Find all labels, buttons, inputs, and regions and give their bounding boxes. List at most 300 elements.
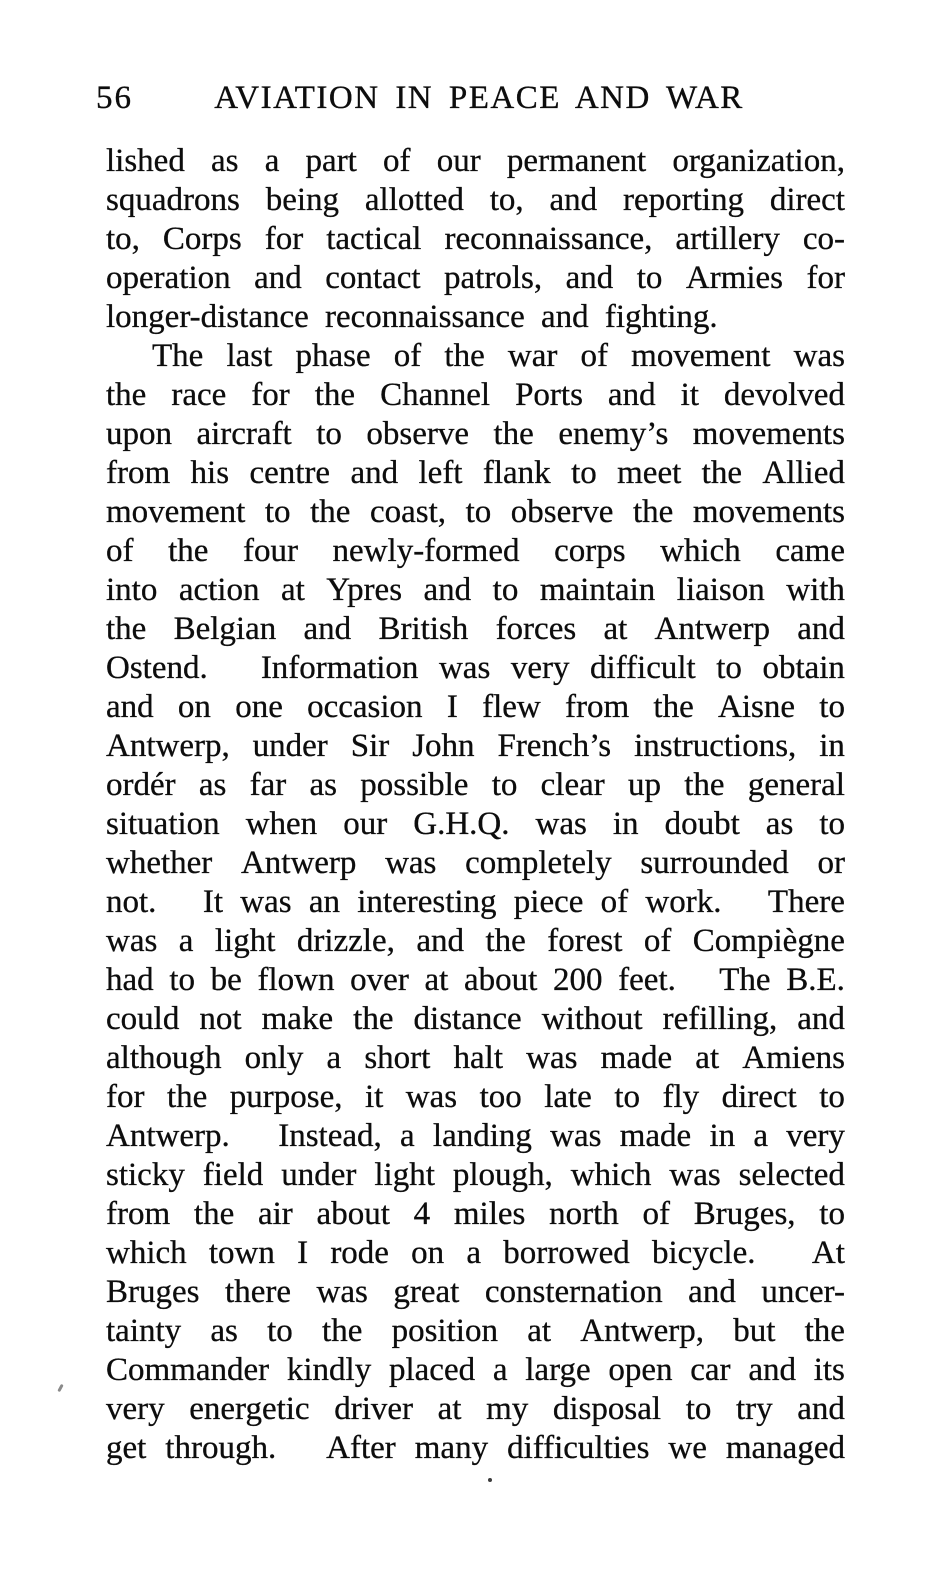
word: There (767, 884, 845, 920)
word: to (571, 455, 597, 491)
text-line (106, 1312, 845, 1351)
word: bicycle. (651, 1235, 756, 1271)
word: and (607, 377, 656, 413)
word: the (310, 494, 351, 530)
text-line (106, 766, 845, 805)
word: work. (645, 884, 722, 920)
text-line (106, 415, 845, 454)
word: forces (495, 611, 577, 647)
word: sticky (106, 1157, 185, 1193)
word: the (322, 1313, 363, 1349)
word: came (775, 533, 845, 569)
word: was (240, 884, 292, 920)
sentence-gap (778, 1234, 790, 1273)
word: managed (725, 1430, 845, 1466)
word: for (264, 221, 304, 257)
word: which (570, 1157, 652, 1193)
word: was (106, 923, 158, 959)
word: over (350, 962, 409, 998)
word: Information (260, 650, 419, 686)
word: Compiègne (692, 923, 845, 959)
word: up (627, 767, 661, 803)
word: very (786, 1118, 845, 1154)
word: plough, (452, 1157, 553, 1193)
text-line (106, 1273, 845, 1312)
word: on (177, 689, 211, 725)
word: whether (106, 845, 213, 881)
text-line (106, 1351, 845, 1390)
word: to, (106, 221, 140, 257)
word: placed (388, 1352, 476, 1388)
word: light (374, 1157, 435, 1193)
word: completely (465, 845, 612, 881)
word: which (106, 1235, 187, 1271)
word: to (492, 572, 519, 608)
word: not. (106, 884, 157, 920)
word: car (690, 1352, 731, 1388)
word: liaison (676, 572, 765, 608)
word: the (485, 923, 526, 959)
word: try (735, 1391, 773, 1427)
word: instructions, (634, 728, 797, 764)
word: there (225, 1274, 291, 1310)
word: made (600, 1040, 673, 1076)
word: being (265, 182, 340, 218)
word: or (817, 845, 845, 881)
word: to (169, 962, 195, 998)
word: 200 (552, 962, 603, 998)
word: of (106, 533, 134, 569)
word: It (202, 884, 224, 920)
word: was (316, 1274, 368, 1310)
word: difficulties (507, 1430, 650, 1466)
word: could (106, 1001, 180, 1037)
word: Aisne (718, 689, 796, 725)
word: and (303, 611, 352, 647)
text-line (106, 1156, 845, 1195)
word: at (603, 611, 628, 647)
word: part (305, 143, 357, 179)
word: very (106, 1391, 165, 1427)
word: to (819, 1079, 845, 1115)
word: as (309, 767, 338, 803)
word: for (806, 260, 845, 296)
word: At (811, 1235, 845, 1271)
text-line (106, 1195, 845, 1234)
word: and (254, 260, 302, 296)
word: coast, (369, 494, 447, 530)
word: borrowed (503, 1235, 630, 1271)
text-line (106, 532, 845, 571)
word: Antwerp (240, 845, 357, 881)
word: landing (432, 1118, 532, 1154)
word: tainty (106, 1313, 182, 1349)
word: movement (631, 338, 771, 374)
word: patrols, (444, 260, 543, 296)
word: The (152, 338, 204, 374)
word: a (400, 1118, 415, 1154)
word: Antwerp (654, 611, 771, 647)
word: was (793, 338, 845, 374)
word: movements (692, 416, 845, 452)
word: to, (489, 182, 524, 218)
word: the (493, 416, 534, 452)
word: piece (513, 884, 584, 920)
word: permanent (506, 143, 647, 179)
word: The (719, 962, 771, 998)
word: allotted (364, 182, 464, 218)
word: interesting (357, 884, 497, 920)
word: Ypres (326, 572, 403, 608)
body-text (106, 142, 845, 1468)
word: action (178, 572, 260, 608)
word: and (106, 689, 154, 725)
word: to (491, 767, 518, 803)
word: observe (366, 416, 470, 452)
word: from (565, 689, 630, 725)
word: our (343, 806, 388, 842)
page-header (0, 80, 932, 120)
word: to (614, 1079, 640, 1115)
word: made (619, 1118, 692, 1154)
word: make (261, 1001, 334, 1037)
word: Bruges (106, 1274, 200, 1310)
word: many (414, 1430, 489, 1466)
word: town (208, 1235, 275, 1271)
text-line: longer-distance reconnaissance and fighting. (106, 299, 718, 335)
word: late (544, 1079, 592, 1115)
word: I (297, 1235, 309, 1271)
word: the (804, 1313, 845, 1349)
word: with (786, 572, 845, 608)
word: consternation (484, 1274, 663, 1310)
word: one (235, 689, 283, 725)
word: ordér (106, 767, 176, 803)
word: energetic (189, 1391, 310, 1427)
word: as (210, 1313, 238, 1349)
word: our (436, 143, 481, 179)
word: French’s (497, 728, 612, 764)
word: squadrons (106, 182, 240, 218)
word: in (612, 806, 639, 842)
word: as (211, 143, 239, 179)
word: the (653, 689, 694, 725)
word: selected (738, 1157, 845, 1193)
word: his (190, 455, 230, 491)
word: was (405, 1079, 458, 1115)
word: and (416, 923, 464, 959)
word: halt (453, 1040, 503, 1076)
text-line (106, 610, 845, 649)
word: corps (554, 533, 626, 569)
word: at (280, 572, 305, 608)
word: flown (257, 962, 335, 998)
word: great (393, 1274, 460, 1310)
sentence-gap (295, 1429, 307, 1468)
word: without (541, 1001, 643, 1037)
word: Channel (380, 377, 491, 413)
word: air (257, 1196, 293, 1232)
word: Corps (162, 221, 242, 257)
word: Bruges, (693, 1196, 796, 1232)
word: to (716, 650, 742, 686)
word: at (527, 1313, 552, 1349)
word: to (685, 1391, 712, 1427)
word: reporting (623, 182, 744, 218)
word: to (819, 689, 845, 725)
word: the (701, 455, 742, 491)
word: Armies (685, 260, 784, 296)
word: to (465, 494, 492, 530)
text-line (106, 376, 845, 415)
text-line (106, 1234, 845, 1273)
word: uncer- (761, 1274, 845, 1310)
word: forest (547, 923, 623, 959)
text-line (106, 1429, 845, 1468)
word: far (249, 767, 287, 803)
word: a (326, 1040, 342, 1076)
text-line (106, 259, 845, 298)
word: in (819, 728, 845, 764)
word: of (383, 143, 411, 179)
word: and (797, 1391, 845, 1427)
word: about (316, 1196, 390, 1232)
sentence-gap (739, 883, 751, 922)
word: north (549, 1196, 619, 1232)
word: at (424, 962, 449, 998)
word: fly (662, 1079, 700, 1115)
word: situation (106, 806, 220, 842)
text-line (106, 1078, 845, 1117)
word: movements (692, 494, 845, 530)
scan-speck-bottom-center (488, 1478, 492, 1482)
word: Antwerp, (106, 728, 230, 764)
word: as (765, 806, 794, 842)
word: of (393, 338, 422, 374)
word: tactical (326, 221, 422, 257)
word: short (364, 1040, 431, 1076)
text-line (106, 142, 845, 181)
text-line (106, 1117, 845, 1156)
word: operation (106, 260, 231, 296)
word: race (171, 377, 227, 413)
word: not (199, 1001, 242, 1037)
word: four (242, 533, 298, 569)
word: and (797, 1001, 845, 1037)
word: distance (413, 1001, 522, 1037)
word: the (193, 1196, 235, 1232)
word: After (326, 1430, 396, 1466)
word: occasion (307, 689, 423, 725)
text-line (106, 181, 845, 220)
word: and (688, 1274, 736, 1310)
text-line (106, 961, 845, 1000)
word: flew (482, 689, 541, 725)
word: G.H.Q. (413, 806, 510, 842)
word: in (709, 1118, 736, 1154)
word: through. (165, 1430, 277, 1466)
word: reconnaissance, (444, 221, 653, 257)
word: of (600, 884, 629, 920)
word: Antwerp. (106, 1118, 230, 1154)
word: enemy’s (558, 416, 669, 452)
sentence-gap (248, 1117, 260, 1156)
word: although (106, 1040, 222, 1076)
word: which (660, 533, 741, 569)
word: was (526, 1040, 578, 1076)
word: a (466, 1235, 482, 1271)
text-line (106, 1390, 845, 1429)
word: to (819, 806, 845, 842)
word: meet (617, 455, 682, 491)
running-title: AVIATION IN PEACE AND WAR (214, 80, 744, 116)
word: difficult (590, 650, 696, 686)
word: had (106, 962, 154, 998)
word: last (226, 338, 273, 374)
text-line (106, 922, 845, 961)
word: to (819, 1196, 845, 1232)
word: purpose, (229, 1079, 343, 1115)
word: it (680, 377, 699, 413)
word: upon (106, 416, 172, 452)
sentence-gap (228, 649, 240, 688)
word: contact (325, 260, 421, 296)
word: position (391, 1313, 498, 1349)
word: direct (769, 182, 845, 218)
word: it (364, 1079, 384, 1115)
word: the (353, 1001, 394, 1037)
word: Allied (762, 455, 845, 491)
word: the (106, 377, 147, 413)
text-line (106, 1000, 845, 1039)
word: feet. (618, 962, 676, 998)
word: kindly (286, 1352, 372, 1388)
word: disposal (552, 1391, 662, 1427)
word: to (636, 260, 663, 296)
word: was (385, 845, 437, 881)
word: to (316, 416, 342, 452)
word: a (753, 1118, 769, 1154)
word: driver (334, 1391, 414, 1427)
word: Antwerp, (580, 1313, 704, 1349)
text-line (106, 844, 845, 883)
word: Instead, (278, 1118, 382, 1154)
word: the (314, 377, 356, 413)
word: to (267, 1313, 293, 1349)
word: aircraft (196, 416, 292, 452)
word: a (492, 1352, 508, 1388)
word: doubt (664, 806, 740, 842)
word: miles (453, 1196, 526, 1232)
word: and (350, 455, 399, 491)
word: and (565, 260, 614, 296)
word: the (166, 1079, 208, 1115)
word: phase (295, 338, 371, 374)
word: under (281, 1157, 357, 1193)
word: and (797, 611, 845, 647)
word: from (106, 1196, 171, 1232)
word: lished (106, 143, 185, 179)
word: I (446, 689, 458, 725)
word: open (608, 1352, 673, 1388)
word: on (411, 1235, 445, 1271)
word: a (178, 923, 194, 959)
word: John (412, 728, 475, 764)
word: refilling, (662, 1001, 778, 1037)
word: was (438, 650, 491, 686)
word: devolved (723, 377, 845, 413)
word: Amiens (742, 1040, 845, 1076)
word: its (813, 1352, 845, 1388)
word: was (535, 806, 587, 842)
word: for (106, 1079, 145, 1115)
word: 4 (413, 1196, 431, 1232)
word: co- (802, 221, 845, 257)
page-number: 56 (96, 80, 133, 116)
word: obtain (762, 650, 845, 686)
word: into (106, 572, 158, 608)
word: the (632, 494, 674, 530)
scan-speck-left-margin (57, 1384, 63, 1392)
word: rode (330, 1235, 389, 1271)
word: get (106, 1430, 147, 1466)
word: newly-formed (332, 533, 520, 569)
word: movement (106, 494, 246, 530)
word: when (245, 806, 318, 842)
word: my (486, 1391, 529, 1427)
word: surrounded (640, 845, 789, 881)
word: be (210, 962, 242, 998)
word: and (423, 572, 472, 608)
word: a (264, 143, 280, 179)
word: and (549, 182, 598, 218)
word: too (479, 1079, 522, 1115)
word: the (684, 767, 725, 803)
word: from (106, 455, 171, 491)
word: light (214, 923, 276, 959)
text-line (106, 337, 845, 376)
word: war (507, 338, 558, 374)
word: at (437, 1391, 462, 1427)
text-line (106, 220, 845, 259)
word: of (580, 338, 609, 374)
word: to (264, 494, 291, 530)
word: Ports (515, 377, 583, 413)
word: B.E. (786, 962, 845, 998)
text-line (106, 727, 845, 766)
text-line (106, 1039, 845, 1078)
word: left (418, 455, 463, 491)
word: as (198, 767, 227, 803)
word: we (668, 1430, 707, 1466)
word: of (643, 923, 672, 959)
word: field (202, 1157, 264, 1193)
word: Commander (106, 1352, 270, 1388)
word: artillery (675, 221, 780, 257)
word: the (106, 611, 147, 647)
word: direct (721, 1079, 797, 1115)
word: organization, (672, 143, 845, 179)
word: was (669, 1157, 721, 1193)
word: very (510, 650, 570, 686)
sentence-gap (174, 883, 186, 922)
word: general (747, 767, 845, 803)
word: British (378, 611, 469, 647)
word: was (550, 1118, 602, 1154)
text-line (106, 493, 845, 532)
word: clear (540, 767, 605, 803)
text-line (106, 688, 845, 727)
